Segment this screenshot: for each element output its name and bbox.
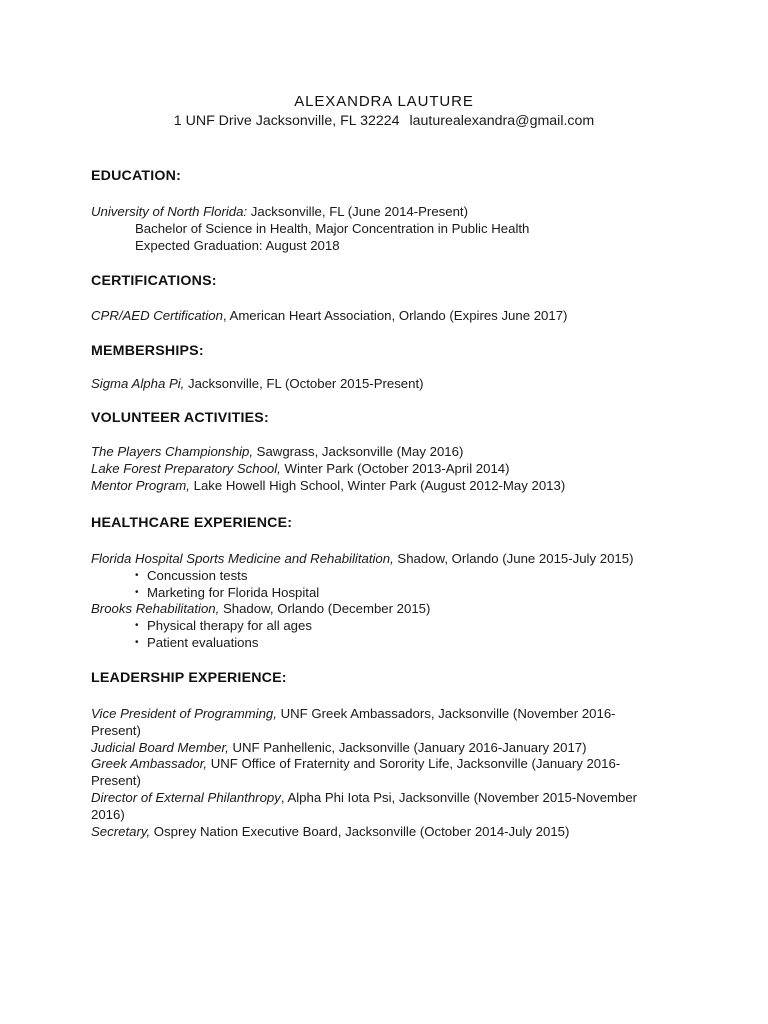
item-title: Secretary,	[91, 823, 151, 839]
school-detail: Jacksonville, FL (June 2014-Present)	[247, 204, 468, 219]
education-school-line	[91, 204, 681, 221]
item-title: Greek Ambassador,	[91, 756, 208, 772]
item-title: CPR/AED Certification	[91, 308, 223, 323]
bullet-list	[91, 568, 681, 602]
bullet-item	[91, 618, 681, 635]
bullet-item	[91, 635, 681, 652]
graduation: Expected Graduation: August 2018	[135, 237, 340, 253]
memberships-heading: MEMBERSHIPS:	[91, 343, 204, 359]
leadership-section	[91, 706, 681, 840]
bullet-list	[91, 618, 681, 652]
list-item	[91, 376, 681, 393]
healthcare-section	[91, 551, 681, 652]
item-detail: Winter Park (October 2013-April 2014)	[280, 460, 510, 476]
degree: Bachelor of Science in Health, Major Concentration in Public Health	[135, 220, 530, 236]
certifications-section	[91, 308, 681, 325]
list-item	[91, 478, 681, 495]
list-item	[91, 824, 681, 841]
item-detail: Shadow, Orlando (December 2015)	[219, 601, 431, 617]
address: 1 UNF Drive Jacksonville, FL 32224	[173, 113, 400, 129]
healthcare-heading: HEALTHCARE EXPERIENCE:	[91, 515, 293, 531]
item-detail: UNF Office of Fraternity and Sorority Life, Jacksonville (January 2016-	[207, 756, 621, 772]
list-item	[91, 740, 681, 757]
bullet-item	[91, 568, 681, 585]
list-item	[91, 444, 681, 461]
item-title: Vice President of Programming,	[91, 706, 277, 721]
item-detail: Shadow, Orlando (June 2015-July 2015)	[393, 551, 634, 566]
item-title: Sigma Alpha Pi,	[91, 376, 185, 391]
contact-line	[0, 113, 768, 130]
item-title: Mentor Program,	[91, 477, 190, 493]
list-item-continuation: Present)	[91, 773, 141, 789]
bullet-text: Marketing for Florida Hospital	[147, 584, 320, 600]
item-detail: Sawgrass, Jacksonville (May 2016)	[253, 444, 464, 459]
bullet-icon: •	[135, 586, 139, 598]
item-detail: , Alpha Phi Iota Psi, Jacksonville (November 2015-November	[280, 789, 638, 805]
candidate-name: ALEXANDRA LAUTURE	[294, 93, 474, 110]
item-detail: UNF Panhellenic, Jacksonville (January 2016-January 2017)	[228, 739, 587, 755]
memberships-section	[91, 376, 681, 393]
item-title: The Players Championship,	[91, 444, 253, 459]
school-name: University of North Florida:	[91, 204, 248, 219]
list-item	[91, 756, 681, 773]
volunteer-heading: VOLUNTEER ACTIVITIES:	[91, 410, 269, 426]
volunteer-section	[91, 444, 681, 494]
item-detail: Osprey Nation Executive Board, Jacksonville (October 2014-July 2015)	[150, 823, 570, 839]
list-item	[91, 706, 681, 723]
item-title: Judicial Board Member,	[91, 739, 229, 755]
list-item	[91, 551, 681, 568]
bullet-icon: •	[135, 636, 139, 648]
item-title: Brooks Rehabilitation,	[91, 601, 220, 617]
bullet-item	[91, 585, 681, 602]
list-item	[91, 461, 681, 478]
item-title: Lake Forest Preparatory School,	[91, 460, 281, 476]
list-item-continuation: 2016)	[91, 806, 125, 822]
item-title: Director of External Philanthropy	[91, 789, 281, 805]
bullet-text: Patient evaluations	[147, 634, 259, 650]
list-item-continuation: Present)	[91, 722, 141, 738]
education-heading: EDUCATION:	[91, 168, 182, 184]
email[interactable]: lauturealexandra@gmail.com	[409, 113, 595, 129]
list-item	[91, 308, 681, 325]
bullet-icon: •	[135, 620, 139, 632]
list-item	[91, 790, 681, 807]
certifications-heading: CERTIFICATIONS:	[91, 273, 217, 289]
bullet-icon: •	[135, 569, 139, 581]
item-detail: Lake Howell High School, Winter Park (August 2012-May 2013)	[189, 477, 566, 493]
item-detail: UNF Greek Ambassadors, Jacksonville (November 2016-	[276, 706, 616, 721]
item-detail: , American Heart Association, Orlando (Expires June 2017)	[222, 308, 568, 323]
education-section	[91, 204, 681, 254]
leadership-heading: LEADERSHIP EXPERIENCE:	[91, 670, 287, 686]
bullet-text: Physical therapy for all ages	[147, 618, 312, 634]
item-detail: Jacksonville, FL (October 2015-Present)	[184, 376, 424, 391]
list-item	[91, 601, 681, 618]
bullet-text: Concussion tests	[147, 567, 248, 583]
item-title: Florida Hospital Sports Medicine and Rehabilitation,	[91, 551, 394, 566]
